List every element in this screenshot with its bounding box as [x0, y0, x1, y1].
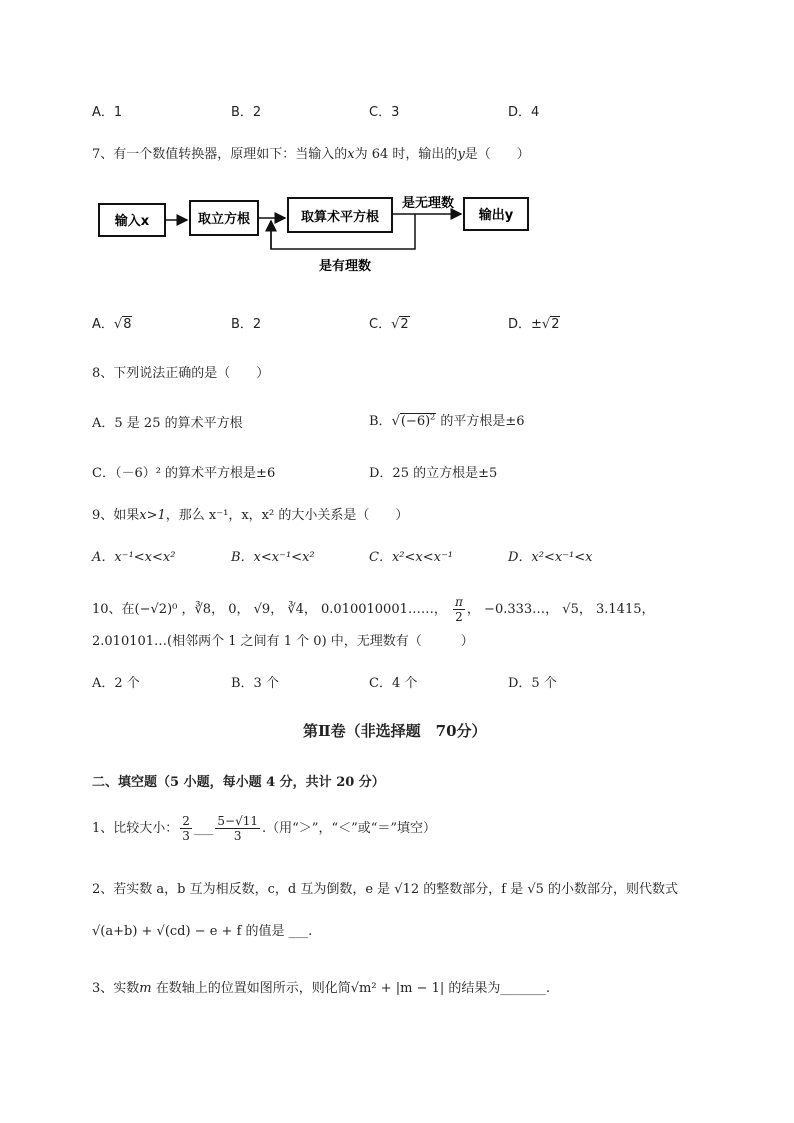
q8-option-c: C．（－6）² 的算术平方根是±6	[92, 466, 276, 481]
rational-label: 是有理数	[318, 259, 372, 274]
sqrt-box-label: 取算术平方根	[300, 210, 380, 225]
cube-root-box-label: 取立方根	[197, 212, 251, 227]
q10-option-d: D．5 个	[508, 676, 557, 691]
irrational-label: 是无理数	[401, 196, 455, 211]
q7-stem: 7、有一个数值转换器，原理如下：当输入的x为 64 时，输出的y是（ ）	[92, 147, 530, 162]
part2-title: 第Ⅱ卷（非选择题 70分）	[303, 722, 487, 740]
q8-option-b: B．$√(-6)^2$ 的平方根是±6	[369, 412, 525, 429]
fill-2-line2: √(a+b) + √(cd) − e + f 的值是 ___.	[92, 924, 313, 939]
fill-2-line1: 2、若实数 a，b 互为相反数，c，d 互为倒数，e 是 √12 的整数部分，f 是 √5 的小数部分，则代数式	[92, 882, 679, 897]
q10-line1: 10、在(−√2)⁰ ，∛8， 0， √9， ∛4， 0.010010001……， $\frac{\pi}{2}$ ， −0.333…， √5， 3.1415，	[92, 595, 655, 624]
q10-line2: 2.010101…(相邻两个 1 之间有 1 个 0) 中，无理数有（ ）	[92, 634, 474, 649]
q7-option-a: A．√8	[92, 317, 132, 332]
q8-option-d: D．25 的立方根是±5	[369, 466, 498, 481]
converter-flow-diagram	[95, 192, 535, 282]
input-box-label: 输入x	[114, 214, 150, 229]
section2-title: 二、填空题（5 小题，每小题 4 分，共计 20 分）	[92, 775, 385, 790]
q9-option-b: B．x<x⁻¹<x²	[231, 550, 315, 565]
q6-option-c: C．3	[369, 105, 400, 120]
q10-option-b: B．3 个	[231, 676, 279, 691]
q7-option-d: D．±√2	[508, 317, 560, 332]
fill-1: 1、比较大小： $\frac{2}{3}$ ___ $\frac{5-√11}{3}$ .（用“＞”，“＜”或“＝”填空）	[92, 814, 437, 843]
q10-option-a: A．2 个	[92, 676, 140, 691]
q9-stem: 9、如果x>1，那么 x⁻¹，x，x² 的大小关系是（ ）	[92, 508, 409, 523]
q8-stem: 8、下列说法正确的是（ ）	[92, 366, 270, 381]
q9-option-a: A．x⁻¹<x<x²	[92, 550, 176, 565]
output-box-label: 输出y	[478, 208, 514, 223]
fill-3: 3、实数m 在数轴上的位置如图所示，则化简√m² + |m − 1| 的结果为_______.	[92, 981, 551, 996]
q9-option-d: D．x²<x⁻¹<x	[508, 550, 593, 565]
q6-option-b: B．2	[231, 105, 262, 120]
q10-option-c: C．4 个	[369, 676, 418, 691]
q7-option-b: B．2	[231, 317, 262, 332]
q9-option-c: C．x²<x<x⁻¹	[369, 550, 454, 565]
q8-option-a: A．5 是 25 的算术平方根	[92, 416, 243, 431]
q7-option-c: C．√2	[369, 317, 409, 332]
q6-option-d: D．4	[508, 105, 540, 120]
q6-option-a: A．1	[92, 105, 123, 120]
